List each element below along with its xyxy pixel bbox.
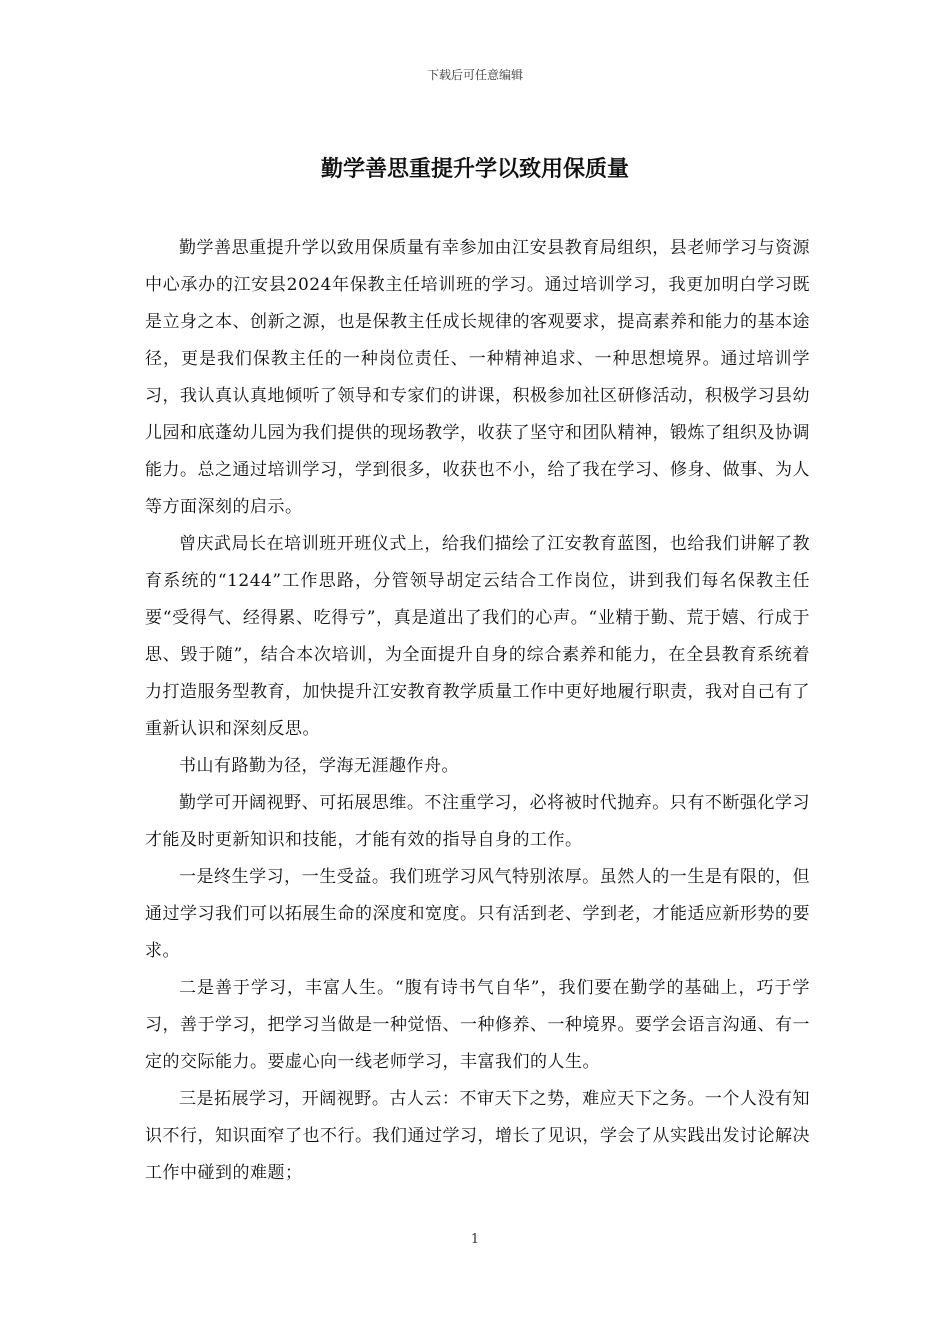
- paragraph-7: 三是拓展学习，开阔视野。古人云：不审天下之势，难应天下之务。一个人没有知识不行，知识面窄了也不行。我们通过学习，增长了见识，学会了从实践出发讨论解决工作中碰到的难题；: [145, 1089, 810, 1183]
- header-note: 下载后可任意编辑: [426, 68, 523, 82]
- paragraph-3: 书山有路勤为径，学海无涯趣作舟。: [179, 756, 459, 776]
- paragraph-1: 勤学善思重提升学以致用保质量有幸参加由江安县教育局组织，县老师学习与资源中心承办的江安县2024年保教主任培训班的学习。通过培训学习，我更加明白学习既是立身之本、创新之源，也是保教主任成长规律的客观要求，提高素养和能力的基本途径，更是我们保教主任的一种岗位责任、一种精神追求、一种思想境界。通过培训学习，我认真认真地倾听了领导和专家们的讲课，积极参加社区研修活动，积极学习县幼儿园和底蓬幼儿园为我们提供的现场教学，收获了坚守和团队精神，锻炼了组织及协调能力。总之通过培训学习，学到很多，收获也不小，给了我在学习、修身、做事、为人等方面深刻的启示。: [145, 238, 810, 517]
- document-body: [145, 230, 810, 1192]
- paragraph-6: 二是善于学习，丰富人生。“腹有诗书气自华”，我们要在勤学的基础上，巧于学习，善于学习，把学习当做是一种觉悟、一种修养、一种境界。要学会语言沟通、有一定的交际能力。要虚心向一线老师学习，丰富我们的人生。: [145, 978, 810, 1072]
- document-title: 勤学善思重提升学以致用保质量: [320, 157, 629, 182]
- paragraph-5: 一是终生学习，一生受益。我们班学习风气特别浓厚。虽然人的一生是有限的，但通过学习我们可以拓展生命的深度和宽度。只有活到老、学到老，才能适应新形势的要求。: [145, 867, 810, 961]
- paragraph-4: 勤学可开阔视野、可拓展思维。不注重学习，必将被时代抛弃。只有不断强化学习才能及时更新知识和技能，才能有效的指导自身的工作。: [145, 793, 810, 850]
- page-number: 1: [470, 1232, 480, 1247]
- paragraph-2: 曾庆武局长在培训班开班仪式上，给我们描绘了江安教育蓝图，也给我们讲解了教育系统的“1244”工作思路，分管领导胡定云结合工作岗位，讲到我们每名保教主任要“受得气、经得累、吃得亏”，真是道出了我们的心声。“业精于勤、荒于嬉、行成于思、毁于随”，结合本次培训，为全面提升自身的综合素养和能力，在全县教育系统着力打造服务型教育，加快提升江安教育教学质量工作中更好地履行职责，我对自己有了重新认识和深刻反思。: [145, 534, 810, 739]
